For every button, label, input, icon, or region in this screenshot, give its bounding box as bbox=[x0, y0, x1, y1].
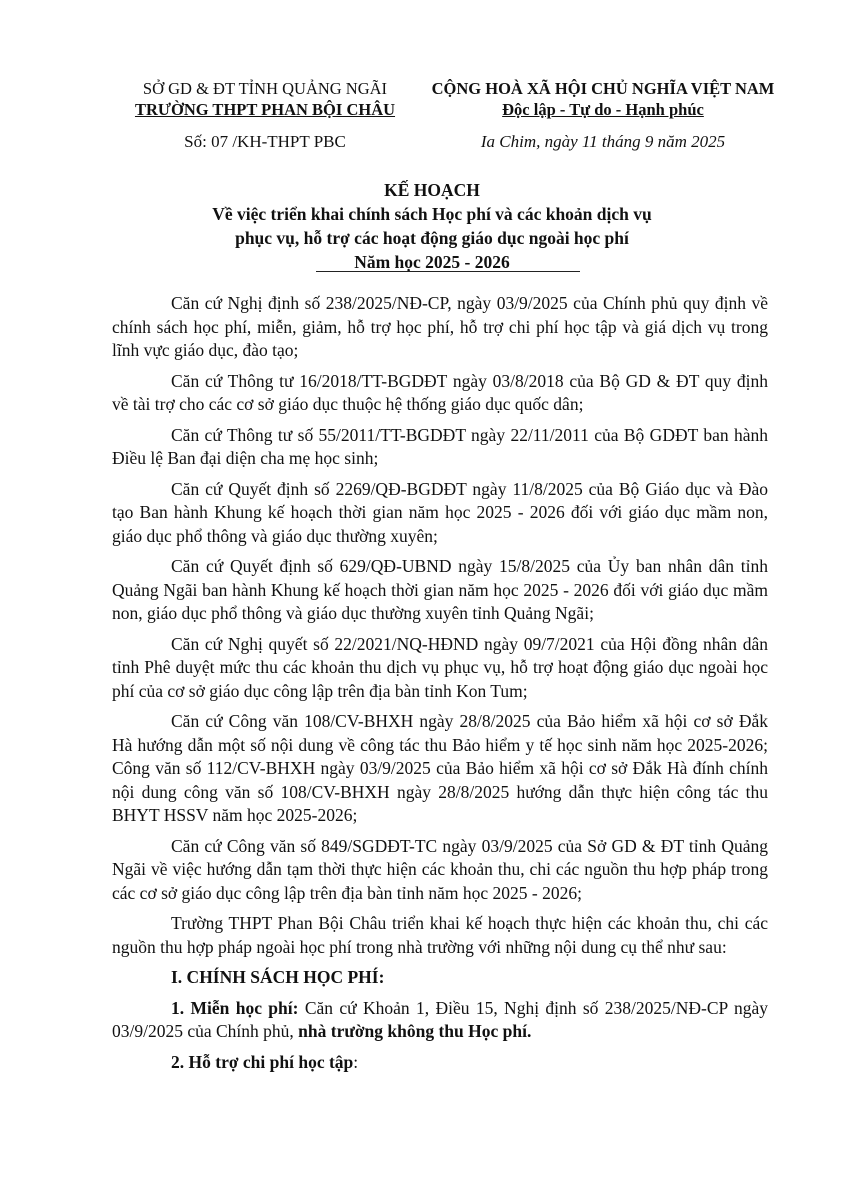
section-heading-1: I. CHÍNH SÁCH HỌC PHÍ: bbox=[171, 967, 385, 987]
place-date: Ia Chim, ngày 11 tháng 9 năm 2025 bbox=[480, 132, 726, 151]
title-line-1: Về việc triển khai chính sách Học phí và các khoản dịch vụ bbox=[212, 204, 652, 224]
paragraph-intro: Trường THPT Phan Bội Châu triển khai kế hoạch thực hiện các khoản thu, chi các nguồn thu hợp pháp ngoài học phí trong nhà trường với những nội dung cụ thể như sau: bbox=[112, 913, 768, 957]
paragraph-basis-8: Căn cứ Công văn số 849/SGDĐT-TC ngày 03/9/2025 của Sở GD & ĐT tỉnh Quảng Ngãi về việc hướng dẫn tạm thời thực hiện các khoản thu, chi các nguồn thu hợp pháp trong các cơ sở giáo dục công lập trên địa bàn tỉnh năm học 2025 - 2026; bbox=[112, 835, 768, 903]
motto: Độc lập - Tự do - Hạnh phúc bbox=[502, 100, 704, 119]
nation-name: CỘNG HOÀ XÃ HỘI CHỦ NGHĨA VIỆT NAM bbox=[431, 79, 775, 98]
item-1 bbox=[112, 997, 768, 1044]
paragraph-basis-7: Căn cứ Công văn 108/CV-BHXH ngày 28/8/2025 của Bảo hiểm xã hội cơ sở Đắk Hà hướng dẫn một số nội dung về công tác thu Bảo hiểm y tế học sinh năm học 2025-2026; Công văn số 112/CV-BHXH ngày 03/9/2025 của Bảo hiểm xã hội cơ sở Đắk Hà đính chính nội dung công văn số 108/CV-BHXH ngày 28/8/2025 hướng dẫn thực hiện công tác thu BHYT HSSV năm học 2025-2026; bbox=[112, 711, 768, 825]
document-number: Số: 07 /KH-THPT PBC bbox=[184, 132, 346, 151]
item-1-emphasis: nhà trường không thu Học phí. bbox=[298, 1021, 532, 1041]
title-main: KẾ HOẠCH bbox=[384, 180, 480, 200]
item-1-label: 1. Miễn học phí: bbox=[171, 997, 299, 1018]
item-1-text: Căn cứ Khoản 1, Điều 15, Nghị định số 238/2025/NĐ-CP ngày 03/9/2025 của Chính phủ, bbox=[112, 997, 768, 1041]
title-line-2: phục vụ, hỗ trợ các hoạt động giáo dục ngoài học phí bbox=[235, 228, 629, 248]
document-body bbox=[112, 292, 768, 1081]
item-2-label: 2. Hỗ trợ chi phí học tập bbox=[171, 1051, 354, 1072]
paragraph-basis-5: Căn cứ Quyết định số 629/QĐ-UBND ngày 15/8/2025 của Ủy ban nhân dân tỉnh Quảng Ngãi ban hành Khung kế hoạch thời gian năm học 2025 - 2026 đối với giáo dục mầm non, giáo dục phổ thông và giáo dục thường xuyên tỉnh Quảng Ngãi; bbox=[112, 556, 768, 623]
paragraph-basis-1: Căn cứ Nghị định số 238/2025/NĐ-CP, ngày 03/9/2025 của Chính phủ quy định về chính sách học phí, miễn, giảm, hỗ trợ học phí, hỗ trợ chi phí học tập và giá dịch vụ trong lĩnh vực giáo dục, đào tạo; bbox=[112, 293, 768, 360]
title-line-3: Năm học 2025 - 2026 bbox=[354, 252, 510, 272]
title-divider bbox=[316, 271, 580, 272]
item-2 bbox=[112, 1051, 768, 1075]
paragraph-basis-2: Căn cứ Thông tư 16/2018/TT-BGDĐT ngày 03/8/2018 của Bộ GD & ĐT quy định về tài trợ cho các cơ sở giáo dục thuộc hệ thống giáo dục quốc dân; bbox=[112, 370, 768, 414]
document-title bbox=[120, 178, 744, 274]
paragraph-basis-6: Căn cứ Nghị quyết số 22/2021/NQ-HĐND ngày 09/7/2021 của Hội đồng nhân dân tỉnh Phê duyệt mức thu các khoản thu dịch vụ phục vụ, hỗ trợ hoạt động giáo dục ngoài học phí của cơ sở giáo dục công lập trên địa bàn tỉnh Kon Tum; bbox=[112, 633, 768, 701]
issuer-block bbox=[120, 78, 410, 120]
nation-block bbox=[418, 78, 788, 120]
agency-name: SỞ GD & ĐT TỈNH QUẢNG NGÃI bbox=[142, 79, 388, 98]
paragraph-basis-4: Căn cứ Quyết định số 2269/QĐ-BGDĐT ngày 11/8/2025 của Bộ Giáo dục và Đào tạo Ban hành Khung kế hoạch thời gian năm học 2025 - 2026 đối với giáo dục mầm non, giáo dục phổ thông và giáo dục thường xuyên; bbox=[112, 478, 768, 546]
item-2-colon: : bbox=[353, 1051, 359, 1072]
school-name: TRƯỜNG THPT PHAN BỘI CHÂU bbox=[134, 100, 396, 119]
paragraph-basis-3: Căn cứ Thông tư số 55/2011/TT-BGDĐT ngày 22/11/2011 của Bộ GDĐT ban hành Điều lệ Ban đại diện cha mẹ học sinh; bbox=[112, 424, 768, 468]
